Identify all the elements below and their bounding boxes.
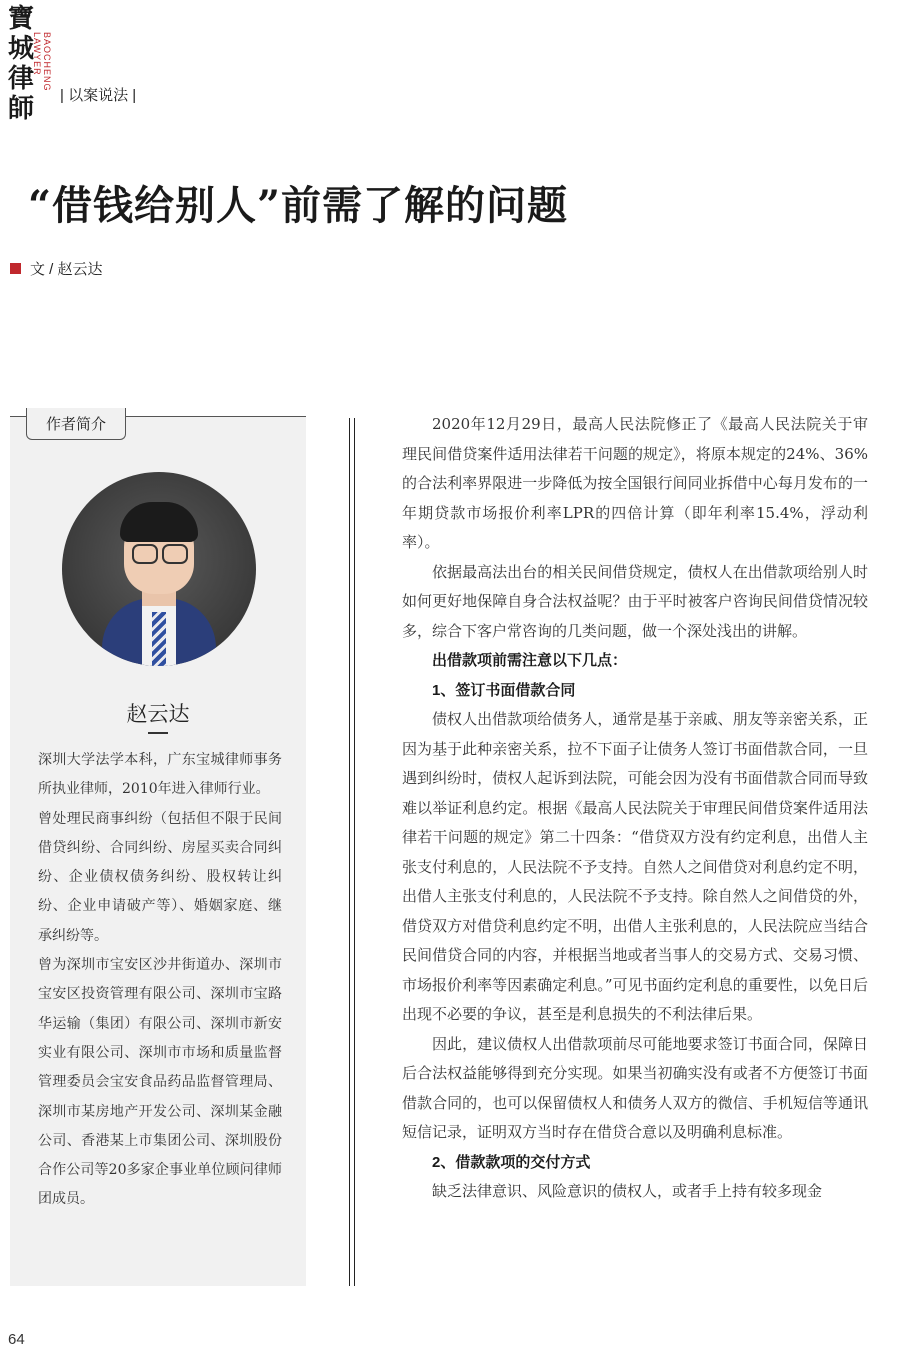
- page-number: 64: [8, 1331, 25, 1348]
- body-paragraph: 缺乏法律意识、风险意识的债权人，或者手上持有较多现金: [432, 1182, 823, 1200]
- bio-paragraph: 深圳大学法学本科，广东宝城律师事务所执业律师，2010年进入律师行业。: [38, 752, 282, 798]
- logo-english: BAOCHENG LAWYER: [32, 32, 52, 92]
- section-tag: | 以案说法 |: [60, 87, 137, 104]
- subsection-heading: 2、借款款项的交付方式: [432, 1153, 591, 1171]
- section-heading: 出借款项前需注意以下几点：: [432, 652, 628, 669]
- avatar-glasses-left: [132, 544, 158, 564]
- author-avatar: [62, 472, 256, 666]
- logo-chinese: 寶城律師: [7, 4, 34, 124]
- body-paragraph: 2020年12月29日，最高人民法院修正了《最高人民法院关于审理民间借贷案件适用法律若干问题的规定》，将原本规定的24%、36%的合法利率界限进一步降低为按全国银行间同业拆借中心每月发布的一年期贷款市场报价利率LPR的四倍计算（即年利率15.4%，浮动利率）。: [402, 415, 868, 551]
- subsection-heading: 1、签订书面借款合同: [432, 681, 576, 699]
- avatar-tie: [152, 612, 166, 666]
- body-paragraph: 债权人出借款项给债务人，通常是基于亲戚、朋友等亲密关系，正因为基于此种亲密关系，拉不下面子让债务人签订书面借款合同，一旦遇到纠纷时，债权人起诉到法院，可能会因为没有书面借款合同而导致难以举证利息约定。根据《最高人民法院关于审理民间借贷案件适用法律若干问题的规定》第二十四条：“借贷双方没有约定利息，出借人主张支付利息的，人民法院不予支持。自然人之间借贷对利息约定不明，出借人主张支付利息的，人民法院不予支持。除自然人之间借贷的外，借贷双方对借贷利息约定不明，出借人主张利息的，人民法院应当结合民间借贷合同的内容，并根据当地或者当事人的交易方式、交易习惯、市场报价利率等因素确定利息。”可见书面约定利息的重要性，以免日后出现不必要的争议，甚至是利息损失的不利法律后果。: [402, 710, 868, 1023]
- bio-paragraph: 曾处理民商事纠纷（包括但不限于民间借贷纠纷、合同纠纷、房屋买卖合同纠纷、企业债权债务纠纷、股权转让纠纷、企业申请破产等）、婚姻家庭、继承纠纷等。: [38, 810, 282, 944]
- avatar-glasses-right: [162, 544, 188, 564]
- name-underline: [148, 732, 168, 734]
- author-intro-label: 作者简介: [26, 408, 126, 440]
- byline-text: 文 / 赵云达: [30, 261, 103, 278]
- body-paragraph: 因此，建议债权人出借款项前尽可能地要求签订书面合同，保障日后合法权益能够得到充分实现。如果当初确实没有或者不方便签订书面借款合同的，也可以保留债权人和债务人双方的微信、手机短信等通讯短信记录，证明双方当时存在借贷合意以及明确利息标准。: [402, 1034, 868, 1141]
- page-title: “借钱给别人”前需了解的问题: [28, 182, 569, 229]
- article-body: [402, 410, 868, 1207]
- author-name: 赵云达: [126, 703, 190, 726]
- body-paragraph: 依据最高法出台的相关民间借贷规定，债权人在出借款项给别人时如何更好地保障自身合法权益呢？由于平时被客户咨询民间借贷情况较多，综合下客户常咨询的几类问题，做一个深处浅出的讲解。: [402, 562, 868, 640]
- logo: [6, 4, 52, 130]
- author-sidebar: [10, 416, 306, 1286]
- red-square-icon: [10, 263, 21, 274]
- author-bio: [38, 746, 282, 1215]
- avatar-hair: [120, 502, 198, 542]
- column-divider: [349, 418, 355, 1286]
- bio-paragraph: 曾为深圳市宝安区沙井街道办、深圳市宝安区投资管理有限公司、深圳市宝路华运输（集团）有限公司、深圳市新安实业有限公司、深圳市市场和质量监督管理委员会宝安食品药品监督管理局、深圳市某房地产开发公司、深圳某金融公司、香港某上市集团公司、深圳股份合作公司等20多家企事业单位顾问律师团成员。: [38, 957, 282, 1208]
- byline: [10, 258, 103, 279]
